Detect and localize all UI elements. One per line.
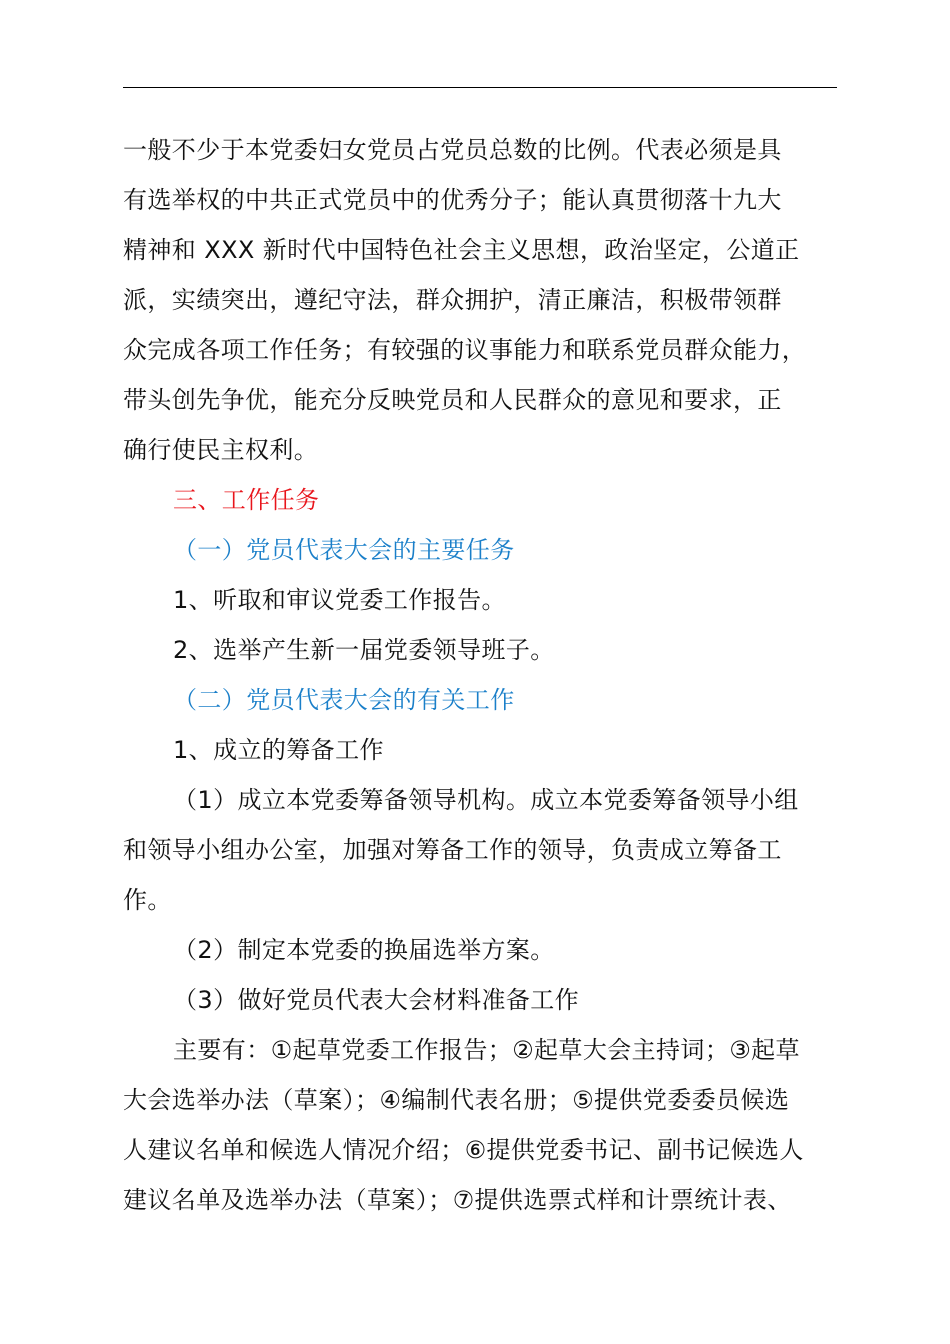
- header-rule: [123, 87, 837, 88]
- intro-line-6: 带头创先争优，能充分反映党员和人民群众的意见和要求，正: [123, 386, 782, 414]
- subsection-one-heading: （一）党员代表大会的主要任务: [173, 536, 515, 564]
- work-item-1: 1、成立的筹备工作: [173, 736, 384, 764]
- main-items-line-1: 主要有：①起草党委工作报告；②起草大会主持词；③起草: [173, 1036, 800, 1064]
- prep-item-3: （3）做好党员代表大会材料准备工作: [173, 986, 580, 1014]
- prep-item-1-line-3: 作。: [123, 886, 172, 914]
- intro-line-2: 有选举权的中共正式党员中的优秀分子；能认真贯彻落十九大: [123, 186, 782, 214]
- subsection-two-heading: （二）党员代表大会的有关工作: [173, 686, 515, 714]
- intro-line-4: 派，实绩突出，遵纪守法，群众拥护，清正廉洁，积极带领群: [123, 286, 782, 314]
- task-item-1: 1、听取和审议党委工作报告。: [173, 586, 506, 614]
- prep-item-1-line-1: （1）成立本党委筹备领导机构。成立本党委筹备领导小组: [173, 786, 799, 814]
- intro-line-5: 众完成各项工作任务；有较强的议事能力和联系党员群众能力，: [123, 336, 807, 364]
- prep-item-2: （2）制定本党委的换届选举方案。: [173, 936, 555, 964]
- intro-line-1: 一般不少于本党委妇女党员占党员总数的比例。代表必须是具: [123, 136, 782, 164]
- section-three-heading: 三、工作任务: [173, 486, 320, 514]
- main-items-line-3: 人建议名单和候选人情况介绍；⑥提供党委书记、副书记候选人: [123, 1136, 804, 1164]
- intro-line-7: 确行使民主权利。: [123, 436, 319, 464]
- prep-item-1-line-2: 和领导小组办公室，加强对筹备工作的领导，负责成立筹备工: [123, 836, 782, 864]
- main-items-line-2: 大会选举办法（草案）；④编制代表名册；⑤提供党委委员候选: [123, 1086, 790, 1114]
- main-items-line-4: 建议名单及选举办法（草案）；⑦提供选票式样和计票统计表、: [123, 1186, 792, 1214]
- document-body: [123, 125, 837, 1225]
- intro-line-3: 精神和 XXX 新时代中国特色社会主义思想，政治坚定，公道正: [123, 236, 800, 264]
- task-item-2: 2、选举产生新一届党委领导班子。: [173, 636, 555, 664]
